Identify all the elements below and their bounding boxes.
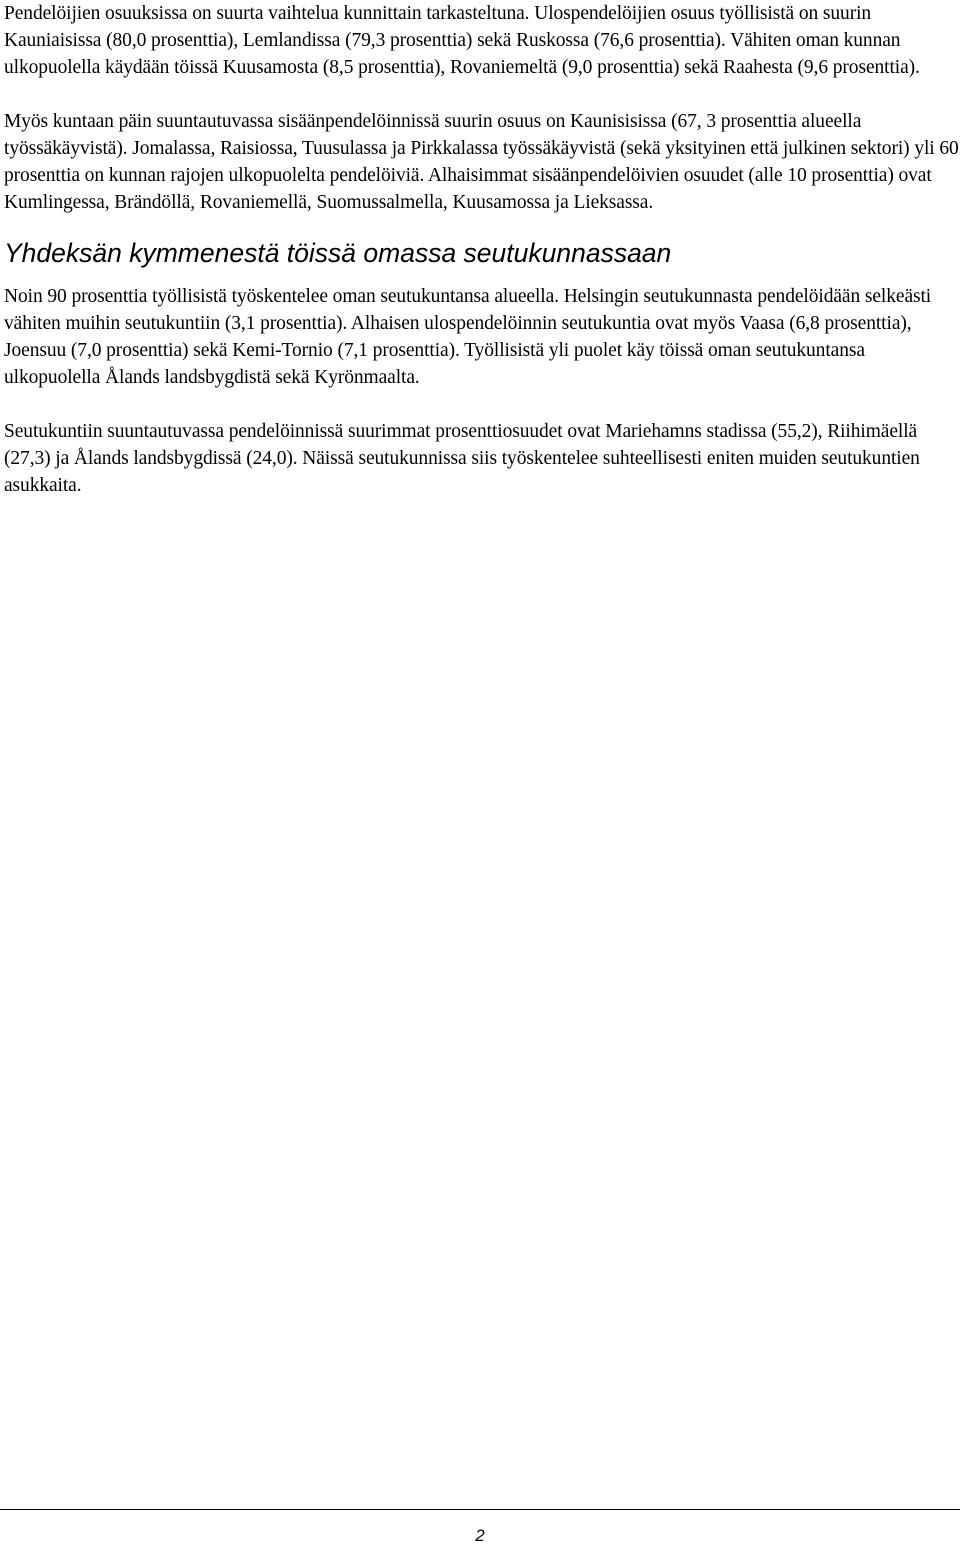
page-number: 2 <box>475 1526 485 1545</box>
paragraph-gap <box>4 391 960 418</box>
section-heading: Yhdeksän kymmenestä töissä omassa seutukunnassaan <box>4 238 672 268</box>
paragraph-regional-inbound: Seutukuntiin suuntautuvassa pendelöinnissä suurimmat prosenttiosuudet ovat Mariehamns stadissa (55,2), Riihimäellä (27,3) ja Ålands landsbygdissä (24,0). Näissä seutukunnissa siis työskentelee suhteellisesti eniten muiden seutukuntien asukkaita. <box>4 421 920 496</box>
document-body <box>4 0 960 499</box>
paragraph-inbound-commuting: Myös kuntaan päin suuntautuvassa sisäänpendelöinnissä suurin osuus on Kaunisisissa (67, 3 prosenttia alueella työssäkäyvistä). Jomalassa, Raisiossa, Tuusulassa ja Pirkkalassa työssäkäyvistä (sekä yksityinen että julkinen sektori) yli 60 prosenttia on kunnan rajojen ulkopuolelta pendelöiviä. Alhaisimmat sisäänpendelöivien osuudet (alle 10 prosenttia) ovat Kumlingessa, Brändöllä, Rovaniemellä, Suomussalmella, Kuusamossa ja Lieksassa. <box>4 111 959 213</box>
footer-divider <box>0 1509 960 1510</box>
paragraph-regional-work: Noin 90 prosenttia työllisistä työskentelee oman seutukuntansa alueella. Helsingin seutukunnasta pendelöidään selkeästi vähiten muihin seutukuntiin (3,1 prosenttia). Alhaisen ulospendelöinnin seutukuntia ovat myös Vaasa (6,8 prosenttia), Joensuu (7,0 prosenttia) sekä Kemi-Tornio (7,1 prosenttia). Työllisistä yli puolet käy töissä oman seutukuntansa ulkopuolella Ålands landsbygdistä sekä Kyrönmaalta. <box>4 286 932 388</box>
paragraph-outbound-commuting: Pendelöijien osuuksissa on suurta vaihtelua kunnittain tarkasteltuna. Ulospendelöijien osuus työllisistä on suurin Kauniaisissa (80,0 prosenttia), Lemlandissa (79,3 prosenttia) sekä Ruskossa (76,6 prosenttia). Vähiten oman kunnan ulkopuolella käydään töissä Kuusamosta (8,5 prosenttia), Rovaniemeltä (9,0 prosenttia) sekä Raahesta (9,6 prosenttia). <box>4 3 920 78</box>
paragraph-gap <box>4 81 960 108</box>
